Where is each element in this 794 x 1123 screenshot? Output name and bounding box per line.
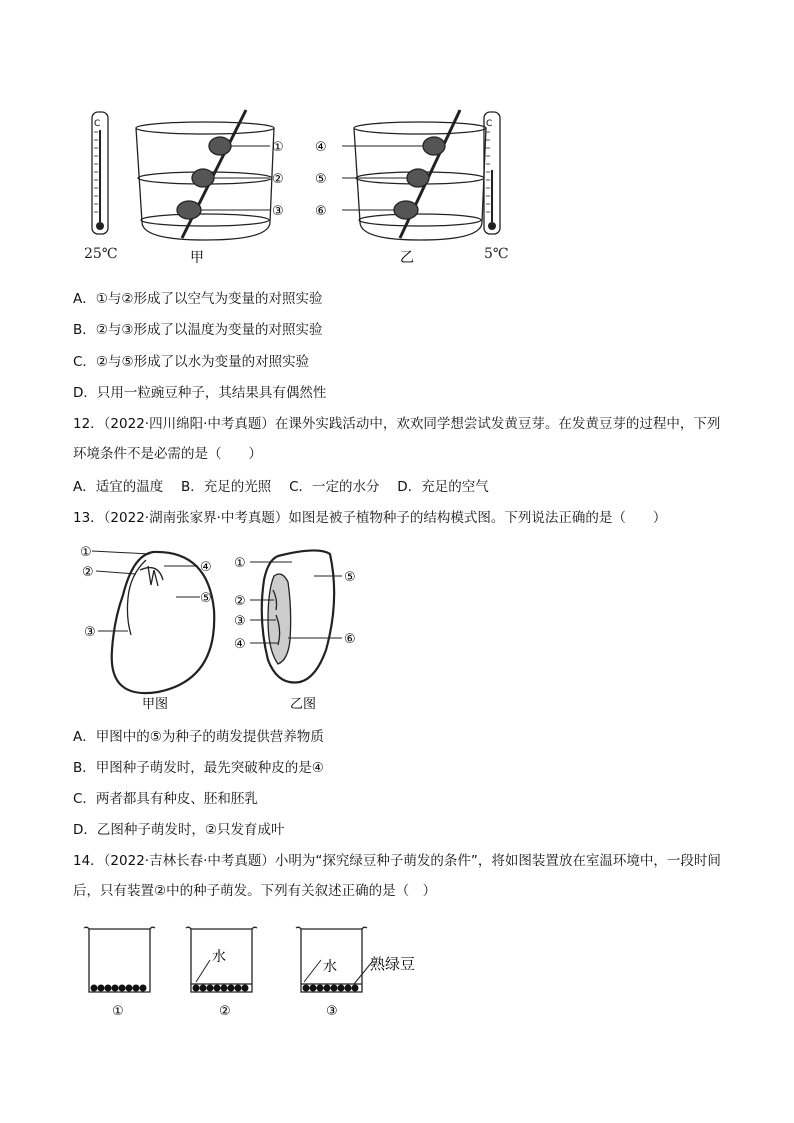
left-thermometer	[92, 112, 108, 234]
beaker-2-water-label: 水	[212, 949, 226, 965]
seed-label-5: ⑤	[315, 172, 327, 187]
q13-option-b: B．甲图种子萌发时，最先突破种皮的是④	[73, 760, 324, 776]
bean-label-3: ③	[84, 625, 96, 640]
corn-label-6: ⑥	[344, 632, 356, 647]
left-thermo-unit: C	[94, 119, 101, 129]
right-temperature: 5℃	[484, 246, 509, 262]
corn-label-2: ②	[234, 594, 246, 609]
seed-label-3: ③	[272, 204, 284, 219]
q11-option-b: B．②与③形成了以温度为变量的对照实验	[73, 322, 323, 338]
beaker-2-label: ②	[219, 1004, 231, 1019]
beaker-2-seeds	[193, 985, 249, 992]
seed-label-6: ⑥	[315, 204, 327, 219]
bean-label-4: ④	[200, 560, 212, 575]
bean-label-1: ①	[80, 545, 92, 560]
corn-label-3: ③	[234, 614, 246, 629]
seed-label-2: ②	[272, 172, 284, 187]
beaker-3-seeds	[303, 985, 359, 992]
q11-option-a: A．①与②形成了以空气为变量的对照实验	[73, 291, 323, 307]
beaker-1-label: ①	[112, 1004, 124, 1019]
q12-stem: 12．（2022·四川绵阳·中考真题）在课外实践活动中，欢欢同学想尝试发黄豆芽。在发黄豆芽的过程中，下列环境条件不是必需的是（ ）	[73, 416, 721, 462]
q12-options: A．适宜的温度 B．充足的光照 C．一定的水分 D．充足的空气	[73, 479, 489, 495]
beaker-yi	[342, 110, 486, 240]
beaker-1	[84, 927, 155, 992]
left-temperature: 25℃	[84, 246, 118, 262]
beaker-3-label: ③	[326, 1004, 338, 1019]
q13-stem: 13．（2022·湖南张家界·中考真题）如图是被子植物种子的结构模式图。下列说法正确的是（ ）	[73, 510, 667, 526]
corn-label-5: ⑤	[344, 570, 356, 585]
q11-experiment-figure	[70, 100, 540, 270]
seed-label-4: ④	[315, 140, 327, 155]
beaker-yi-label: 乙	[400, 250, 414, 266]
beaker-jia-label: 甲	[190, 250, 204, 266]
beaker-1-seeds	[91, 985, 147, 992]
q14-beakers-figure	[78, 920, 438, 1025]
corn-seed-diagram	[250, 550, 342, 682]
beaker-3-water-label: 水	[323, 959, 337, 975]
seed-label-1: ①	[272, 140, 284, 155]
right-thermo-unit: C	[486, 119, 493, 129]
cooked-mung-bean-label: 熟绿豆	[370, 955, 416, 973]
q13-option-c: C．两者都具有种皮、胚和胚乳	[73, 791, 258, 807]
q13-option-d: D．乙图种子萌发时，②只发育成叶	[73, 822, 285, 838]
q13-seed-figure	[78, 540, 378, 715]
yi-caption: 乙图	[290, 697, 317, 712]
bean-label-2: ②	[82, 565, 94, 580]
q11-option-d: D．只用一粒豌豆种子，其结果具有偶然性	[73, 385, 327, 401]
q11-option-c: C．②与⑤形成了以水为变量的对照实验	[73, 354, 310, 370]
q14-stem: 14．（2022·吉林长春·中考真题）小明为“探究绿豆种子萌发的条件”，将如图装置放在室温环境中，一段时间后，只有装置②中的种子萌发。下列有关叙述正确的是（ ）	[73, 853, 721, 899]
jia-caption: 甲图	[142, 697, 169, 712]
corn-label-4: ④	[234, 637, 246, 652]
corn-label-1: ①	[234, 556, 246, 571]
bean-seed-diagram	[92, 551, 214, 693]
q13-option-a: A．甲图中的⑤为种子的萌发提供营养物质	[73, 729, 324, 745]
beaker-jia	[136, 110, 274, 240]
bean-label-5: ⑤	[200, 591, 212, 606]
